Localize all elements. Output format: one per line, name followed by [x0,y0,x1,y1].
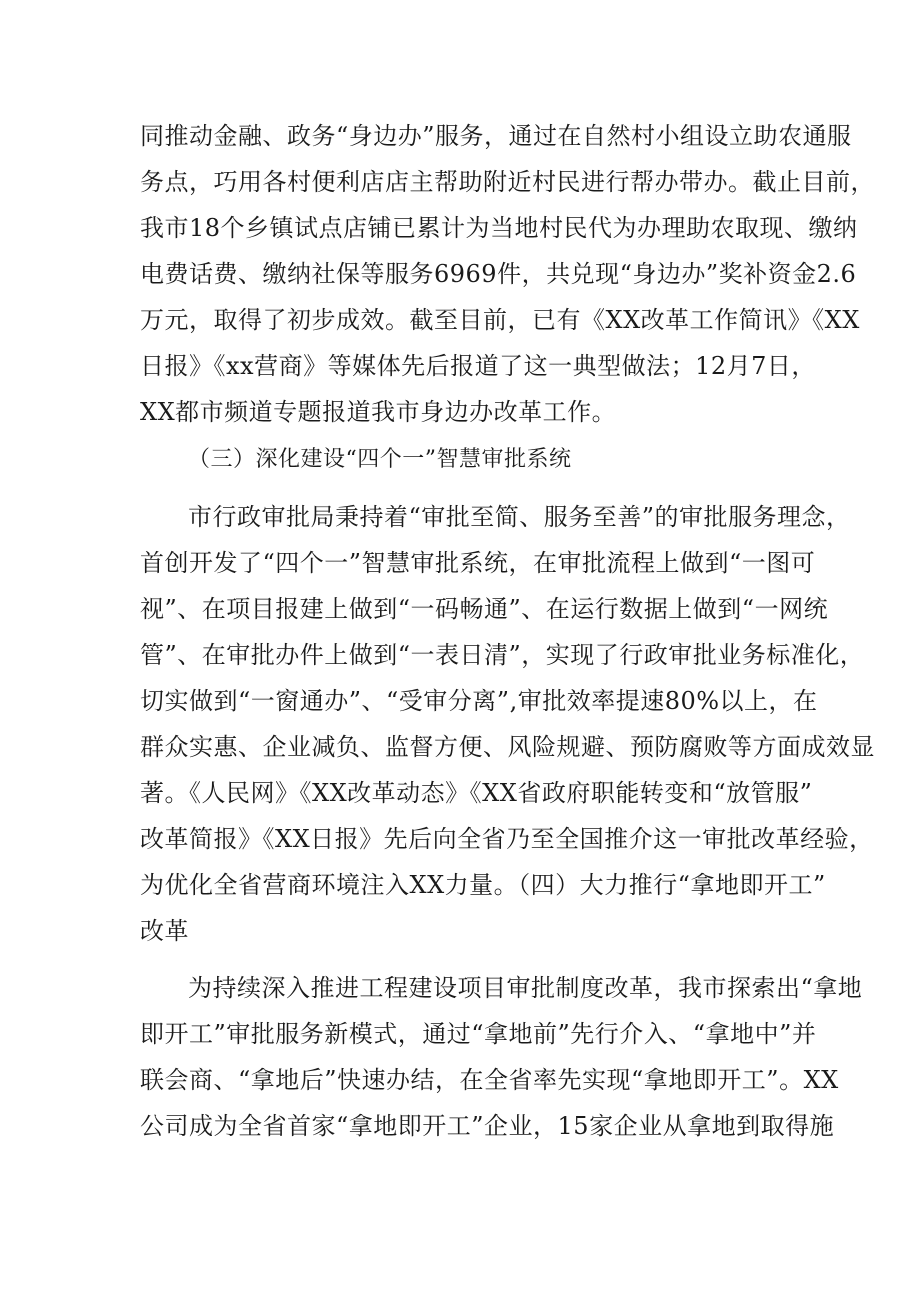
text-line: 公司成为全省首家“拿地即开工”企业，15家企业从拿地到取得施 [140,1112,835,1140]
text-line: 首创开发了“四个一”智慧审批系统，在审批流程上做到“一图可 [140,549,816,577]
text-line: 改革简报》《XX日报》先后向全省乃至全国推介这一审批改革经验， [140,825,874,853]
text-line: 市行政审批局秉持着“审批至简、服务至善”的审批服务理念， [188,503,851,531]
text-line: 日报》《xx营商》等媒体先后报道了这一典型做法；12月7日， [140,352,816,380]
section-heading: （三）深化建设“四个一”智慧审批系统 [188,447,572,472]
text-line: 切实做到“一窗通办”、“受审分离”,审批效率提速80%以上，在 [140,687,818,715]
text-line: 为优化全省营商环境注入XX力量。（四）大力推行“拿地即开工” [140,871,826,899]
text-line: 为持续深入推进工程建设项目审批制度改革，我市探索出“拿地 [188,974,863,1002]
text-line: 我市18个乡镇试点店铺已累计为当地村民代为办理助农取现、缴纳 [140,214,858,242]
text-line: 视”、在项目报建上做到“一码畅通”、在运行数据上做到“一网统 [140,595,829,623]
text-line: 改革 [140,917,189,945]
text-line: 同推动金融、政务“身边办”服务，通过在自然村小组设立助农通服 [140,122,852,150]
text-line: 管”、在审批办件上做到“一表日清”，实现了行政审批业务标准化， [140,641,865,669]
text-line: 群众实惠、企业减负、监督方便、风险规避、预防腐败等方面成效显 [140,733,875,761]
text-line: 著。《人民网》《XX改革动态》《XX省政府职能转变和“放管服” [140,779,813,807]
text-line: XX都市频道专题报道我市身边办改革工作。 [140,398,617,426]
text-line: 即开工”审批服务新模式，通过“拿地前”先行介入、“拿地中”并 [140,1020,817,1048]
text-line: 务点，巧用各村便利店店主帮助附近村民进行帮办带办。截止目前， [140,168,875,196]
text-line: 万元，取得了初步成效。截至目前，已有《XX改革工作简讯》《XX [140,306,860,334]
text-line: 联会商、“拿地后”快速办结，在全省率先实现“拿地即开工”。XX [140,1066,839,1094]
text-line: 电费话费、缴纳社保等服务6969件，共兑现“身边办”奖补资金2.6 [140,260,857,288]
